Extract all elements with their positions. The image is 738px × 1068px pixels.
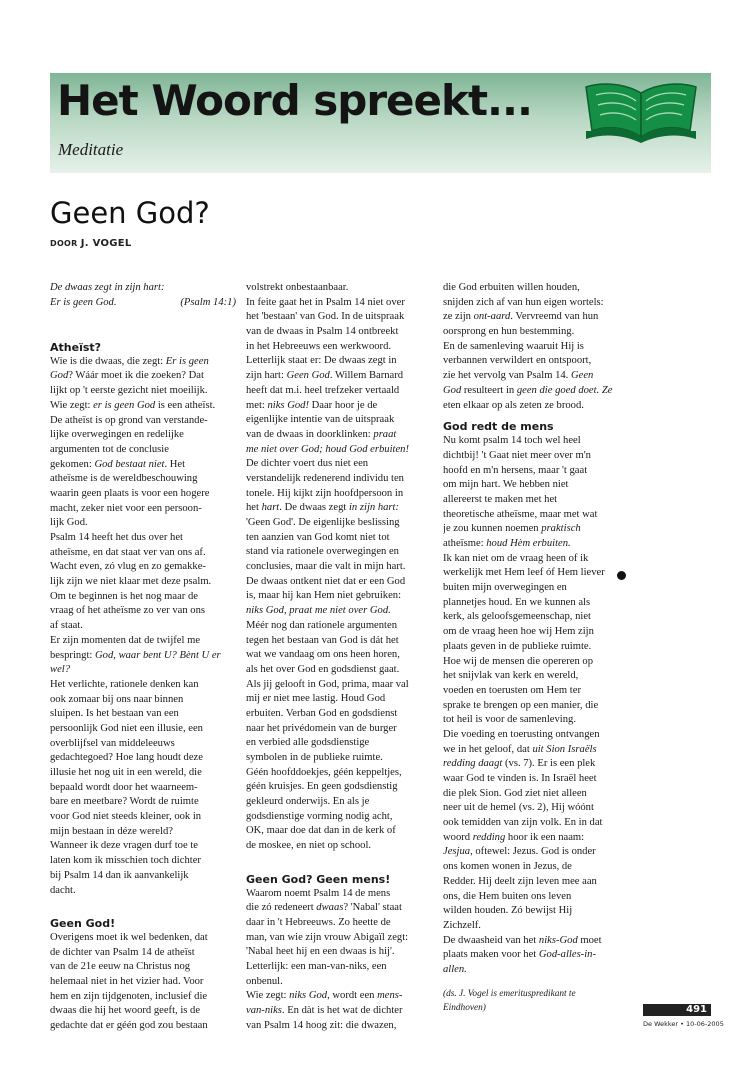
text-line: bij Psalm 14 dan ik aanvankelijk bbox=[50, 869, 189, 881]
text-line: wilden houden. Zó bewijst Hij bbox=[443, 905, 573, 917]
text-line: De dwaasheid van het niks-God moet bbox=[443, 934, 602, 946]
text-line: allen. bbox=[443, 963, 467, 975]
text-line: zijn hart: Geen God. Willem Barnard bbox=[246, 370, 404, 382]
text-line: dacht. bbox=[50, 884, 76, 896]
text-line: Hoe wij de mensen die opereren op bbox=[443, 655, 594, 667]
text-line: woord redding hoor ik een naam: bbox=[443, 831, 585, 843]
text-line: dwaas die hij het woord geeft, is de bbox=[50, 1005, 201, 1017]
author-note-line: Eindhoven) bbox=[443, 1003, 486, 1014]
text-line: ons komen wonen in Jezus, de bbox=[443, 861, 572, 873]
text-line: van de dwaas in Psalm 14 ontbreekt bbox=[246, 326, 399, 338]
text-line: sprake te brengen op een manier, die bbox=[443, 699, 599, 711]
section-heading: Geen God? Geen mens! bbox=[246, 872, 391, 886]
text-line: Wie is die dwaas, die zegt: Er is geen bbox=[50, 355, 209, 367]
text-line: gedachtegoed? Hoe lang houdt deze bbox=[50, 752, 203, 764]
text-line: atheïsme: houd Hèm erbuiten. bbox=[443, 538, 571, 549]
text-line: Wacht even, zó vlug en zo gemakke- bbox=[50, 561, 206, 573]
text-line: bepaald wordt door het waarneem- bbox=[50, 781, 198, 793]
text-line: tegen het bestaan van God is dát het bbox=[246, 634, 399, 646]
text-line: Wie zegt: niks God, wordt een mens- bbox=[246, 990, 403, 1002]
article-column-3 bbox=[443, 281, 629, 1016]
text-line: erbuiten. Verban God en godsdienst bbox=[246, 707, 398, 719]
text-line: ten aanzien van God komt niet tot bbox=[246, 531, 390, 543]
text-line: gekomen: God bestaat niet. Het bbox=[50, 458, 186, 470]
text-line: Letterlijk staat er: De dwaas zegt in bbox=[246, 355, 397, 367]
text-line: plannetjes houd. En we kunnen als bbox=[443, 596, 591, 608]
text-line: Waarom noemt Psalm 14 de mens bbox=[246, 887, 391, 899]
text-line: ons, die Hem buiten ons leven bbox=[443, 890, 572, 902]
text-line: allereerst te maken met het bbox=[443, 493, 558, 505]
text-line: man, van wie zijn vrouw Abigaïl zegt: bbox=[246, 931, 409, 943]
text-line: stand via rationele overwegingen en bbox=[246, 546, 399, 558]
text-line: die God erbuiten willen houden, bbox=[443, 282, 580, 293]
text-line: wat we vandaag om ons heen horen, bbox=[246, 649, 400, 661]
text-line: eigenlijke intentie van de uitspraak bbox=[246, 414, 395, 426]
text-line: het 'bestaan' van God. In de uitspraak bbox=[246, 311, 405, 323]
text-line: die plek Sion. God ziet niet alleen bbox=[443, 787, 587, 799]
text-line: Méér nog dan rationele argumenten bbox=[246, 619, 398, 631]
text-line: Om te beginnen is het nog maar de bbox=[50, 590, 198, 602]
text-line: bare en meetbare? Wordt de ruimte bbox=[50, 796, 199, 808]
text-line: me niet over God; houd God erbuiten! bbox=[246, 443, 409, 455]
text-line: waar God te vinden is. In Israël heet bbox=[443, 773, 597, 784]
text-line: God resulteert in geen die goed doet. Ze bbox=[443, 384, 613, 396]
text-line: het snijvlak van kerk en wereld, bbox=[443, 670, 579, 682]
text-line: naar het privédomein van de burger bbox=[246, 722, 397, 734]
text-line: heeft dat m.i. heel trefzeker vertaald bbox=[246, 384, 400, 396]
text-line: is, maar hij kan Hem niet gebruiken: bbox=[246, 590, 402, 602]
text-line: lijkt op 't eerste gezicht niet moeilijk. bbox=[50, 385, 208, 397]
text-line: tot heil is voor de samenleving. bbox=[443, 714, 576, 726]
text-line: snijden zich af van hun eigen wortels: bbox=[443, 296, 604, 308]
text-line: Wie zegt: er is geen God is een atheïst. bbox=[50, 399, 216, 411]
byline-author: J. VOGEL bbox=[80, 238, 132, 249]
article-column-2 bbox=[246, 281, 432, 1033]
text-line: ook zomaar bij ons naar binnen bbox=[50, 693, 184, 705]
text-line: ze zijn ont-aard. Vervreemd van hun bbox=[443, 311, 599, 323]
text-line: en verbied alle godsdienstige bbox=[246, 737, 370, 749]
epigraph bbox=[50, 281, 236, 310]
text-line: verbannen verwildert en ontspoort, bbox=[443, 355, 592, 367]
text-line: niks God, praat me niet over God. bbox=[246, 605, 391, 617]
text-line: waarin geen plaats is voor een hogere bbox=[50, 487, 210, 499]
text-line: vraag of het atheïsme zo ver van ons bbox=[50, 605, 206, 617]
text-line: helemaal niet in het vizier had. Voor bbox=[50, 975, 204, 987]
text-line: mij er niet mee lastig. Houd God bbox=[246, 693, 386, 705]
text-line: theoretische atheïsme, maar met wat bbox=[443, 508, 598, 520]
text-line: als het over God en godsdienst gaat. bbox=[246, 663, 400, 675]
text-line: illusie het nog uit in een wereld, die bbox=[50, 767, 202, 778]
text-line: Overigens moet ik wel bedenken, dat bbox=[50, 931, 208, 943]
text-line: OK, maar doe dat dan in de kerk of bbox=[246, 825, 396, 837]
section-subtitle: Meditatie bbox=[58, 140, 124, 159]
text-line: Psalm 14 heeft het dus over het bbox=[50, 532, 183, 543]
article-column-1 bbox=[50, 281, 236, 1034]
text-line: af staat. bbox=[50, 620, 83, 632]
text-line: buiten mijn overwegingen en bbox=[443, 582, 567, 594]
text-line: ook temidden van zijn volk. En in dat bbox=[443, 817, 603, 829]
text-line: sluipen. Is het bestaan van een bbox=[50, 708, 179, 720]
text-line: Géén hoofddoekjes, géén keppeltjes, bbox=[246, 766, 402, 778]
text-line: atheïsme is de wereldbeschouwing bbox=[50, 473, 198, 485]
text-line: lijk God. bbox=[50, 517, 88, 529]
byline bbox=[50, 238, 132, 249]
text-line: van de dwaas in doorklinken: praat bbox=[246, 428, 397, 440]
text-line: oorsprong en hun bestemming. bbox=[443, 326, 575, 338]
epigraph-reference: (Psalm 14:1) bbox=[180, 296, 236, 308]
text-line: Zichzelf. bbox=[443, 919, 481, 931]
text-line: conclusies, maar die valt in mijn hart. bbox=[246, 561, 406, 573]
text-line: om de vraag heen hoe wij Hem zijn bbox=[443, 626, 594, 638]
text-line: plaats maken voor het God-alles-in- bbox=[443, 949, 596, 961]
section-heading: Geen God! bbox=[50, 916, 116, 930]
text-line: plaats geven in de publieke ruimte. bbox=[443, 640, 592, 652]
section-heading: Atheïst? bbox=[50, 340, 102, 354]
text-line: Nu komt psalm 14 toch wel heel bbox=[443, 435, 581, 447]
author-note-line: (ds. J. Vogel is emerituspredikant te bbox=[443, 988, 576, 999]
byline-prefix: DOOR bbox=[50, 239, 78, 248]
text-line: wel? bbox=[50, 664, 71, 676]
text-line: De dichter voert dus niet een bbox=[246, 458, 369, 470]
text-line: En de samenleving waaruit Hij is bbox=[443, 340, 584, 352]
text-line: macht, zeker niet voor een persoon- bbox=[50, 502, 202, 514]
text-line: godsdienstige vorming nodig acht, bbox=[246, 810, 393, 822]
text-line: kerk, als geloofsgemeenschap, niet bbox=[443, 611, 591, 623]
text-line: Als jij gelooft in God, prima, maar val bbox=[246, 678, 409, 690]
text-line: Wanneer ik deze vragen durf toe te bbox=[50, 840, 198, 852]
text-line: symbolen in de publieke ruimte. bbox=[246, 752, 383, 763]
text-line: van Psalm 14 hoog zit: die dwazen, bbox=[246, 1019, 397, 1031]
text-line: argumenten tot de conclusie bbox=[50, 443, 169, 455]
text-line: In feite gaat het in Psalm 14 niet over bbox=[246, 296, 405, 308]
text-line: van de 21e eeuw na Christus nog bbox=[50, 961, 191, 973]
page-number: 491 bbox=[643, 1004, 711, 1016]
text-line: verstandelijk redenerend individu ten bbox=[246, 472, 404, 484]
text-line: dichtbij! 't Gaat niet meer over m'n bbox=[443, 449, 591, 461]
text-line: tonele. Hij kijkt zijn hoofdpersoon in bbox=[246, 487, 404, 499]
text-line: daar in 't Hebreeuws. Zo heette de bbox=[246, 916, 391, 928]
text-line: lijke overwegingen en redelijke bbox=[50, 429, 184, 441]
text-line: we in het geloof, dat uit Sion Israëls bbox=[443, 743, 597, 755]
text-line: géén kruisjes. En geen godsdienstig bbox=[246, 781, 398, 793]
text-line: bespringt: God, waar bent U? Bènt U er bbox=[50, 649, 221, 661]
text-line: hem en zijn tijdgenoten, inclusief die bbox=[50, 990, 208, 1002]
text-line: Er zijn momenten dat de twijfel me bbox=[50, 634, 201, 646]
text-line: in het Hebreeuws een werkwoord. bbox=[246, 340, 392, 352]
publication-source: De Wekker • 10-06-2005 bbox=[643, 1020, 724, 1028]
text-line: je zou kunnen noemen praktisch bbox=[443, 523, 581, 535]
text-line: mijn bestaan in déze wereld? bbox=[50, 825, 173, 837]
text-line: De atheïst is op grond van verstande- bbox=[50, 414, 208, 426]
text-line: God? Wáár moet ik die zoeken? Dat bbox=[50, 370, 204, 382]
text-line: redding daagt (vs. 7). Er is een plek bbox=[443, 758, 596, 770]
text-line: om mijn hart. We hebben niet bbox=[443, 479, 569, 491]
text-line: voor God niet steeds kleiner, ook in bbox=[50, 811, 202, 823]
text-line: lijk zijn we niet klaar met deze psalm. bbox=[50, 576, 212, 588]
text-line: met: niks God! Daar hoor je de bbox=[246, 399, 378, 411]
text-line: 'Nabal heet hij en een dwaas is hij'. bbox=[246, 946, 395, 958]
text-line: zie het vervolg van Psalm 14. Geen bbox=[443, 370, 594, 382]
text-line: volstrekt onbestaanbaar. bbox=[246, 282, 349, 293]
author-note bbox=[443, 987, 629, 1016]
text-line: van-niks. En dàt is het wat de dichter bbox=[246, 1005, 403, 1016]
text-line: persoonlijk God niet een illusie, een bbox=[50, 722, 203, 734]
text-line: Letterlijk: een man-van-niks, een bbox=[246, 960, 387, 972]
text-line: gekleurd onderwijs. En als je bbox=[246, 796, 370, 808]
text-line: neer uit de hemel (vs. 2), Hij wóónt bbox=[443, 802, 594, 814]
text-line: Ik kan niet om de vraag heen of ik bbox=[443, 552, 589, 564]
text-line: Redder. Hij deelt zijn leven mee aan bbox=[443, 875, 597, 887]
text-line: laten kom ik misschien toch dichter bbox=[50, 855, 201, 867]
text-line: werkelijk met Hem leef óf Hem liever bbox=[443, 567, 605, 579]
text-line: De dwaas ontkent niet dat er een God bbox=[246, 575, 406, 587]
text-line: gedachte dat er géén god zou bestaan bbox=[50, 1020, 208, 1031]
text-line: de dichter van Psalm 14 de atheïst bbox=[50, 946, 195, 958]
text-line: de moskee, en niet op school. bbox=[246, 840, 372, 852]
text-line: die zó redeneert dwaas? 'Nabal' staat bbox=[246, 902, 402, 914]
epigraph-line: De dwaas zegt in zijn hart: bbox=[50, 282, 165, 293]
text-line: onbenul. bbox=[246, 975, 283, 987]
text-line: Die voeding en toerusting ontvangen bbox=[443, 728, 600, 740]
section-heading: God redt de mens bbox=[443, 420, 554, 434]
text-line: het hart. De dwaas zegt in zijn hart: bbox=[246, 502, 400, 514]
article-title: Geen God? bbox=[50, 196, 210, 230]
open-book-icon bbox=[580, 79, 702, 145]
end-of-article-bullet bbox=[617, 571, 626, 580]
text-line: Jesjua, oftewel: Jezus. God is onder bbox=[443, 846, 596, 858]
text-line: atheïsme, en dat staat ver van ons af. bbox=[50, 546, 206, 558]
section-title: Het Woord spreekt... bbox=[57, 76, 532, 125]
header-banner bbox=[50, 73, 711, 173]
text-line: hoofd en m'n hersens, maar 't gaat bbox=[443, 464, 588, 476]
text-line: voeden en toerusten om Hem ter bbox=[443, 684, 581, 696]
text-line: 'Geen God'. De eigenlijke beslissing bbox=[246, 517, 400, 528]
text-line: Het verlichte, rationele denken kan bbox=[50, 678, 199, 690]
epigraph-line: Er is geen God. bbox=[50, 296, 117, 308]
text-line: overblijfsel van middeleeuws bbox=[50, 737, 175, 749]
text-line: eten elkaar op als zeten ze brood. bbox=[443, 399, 584, 411]
